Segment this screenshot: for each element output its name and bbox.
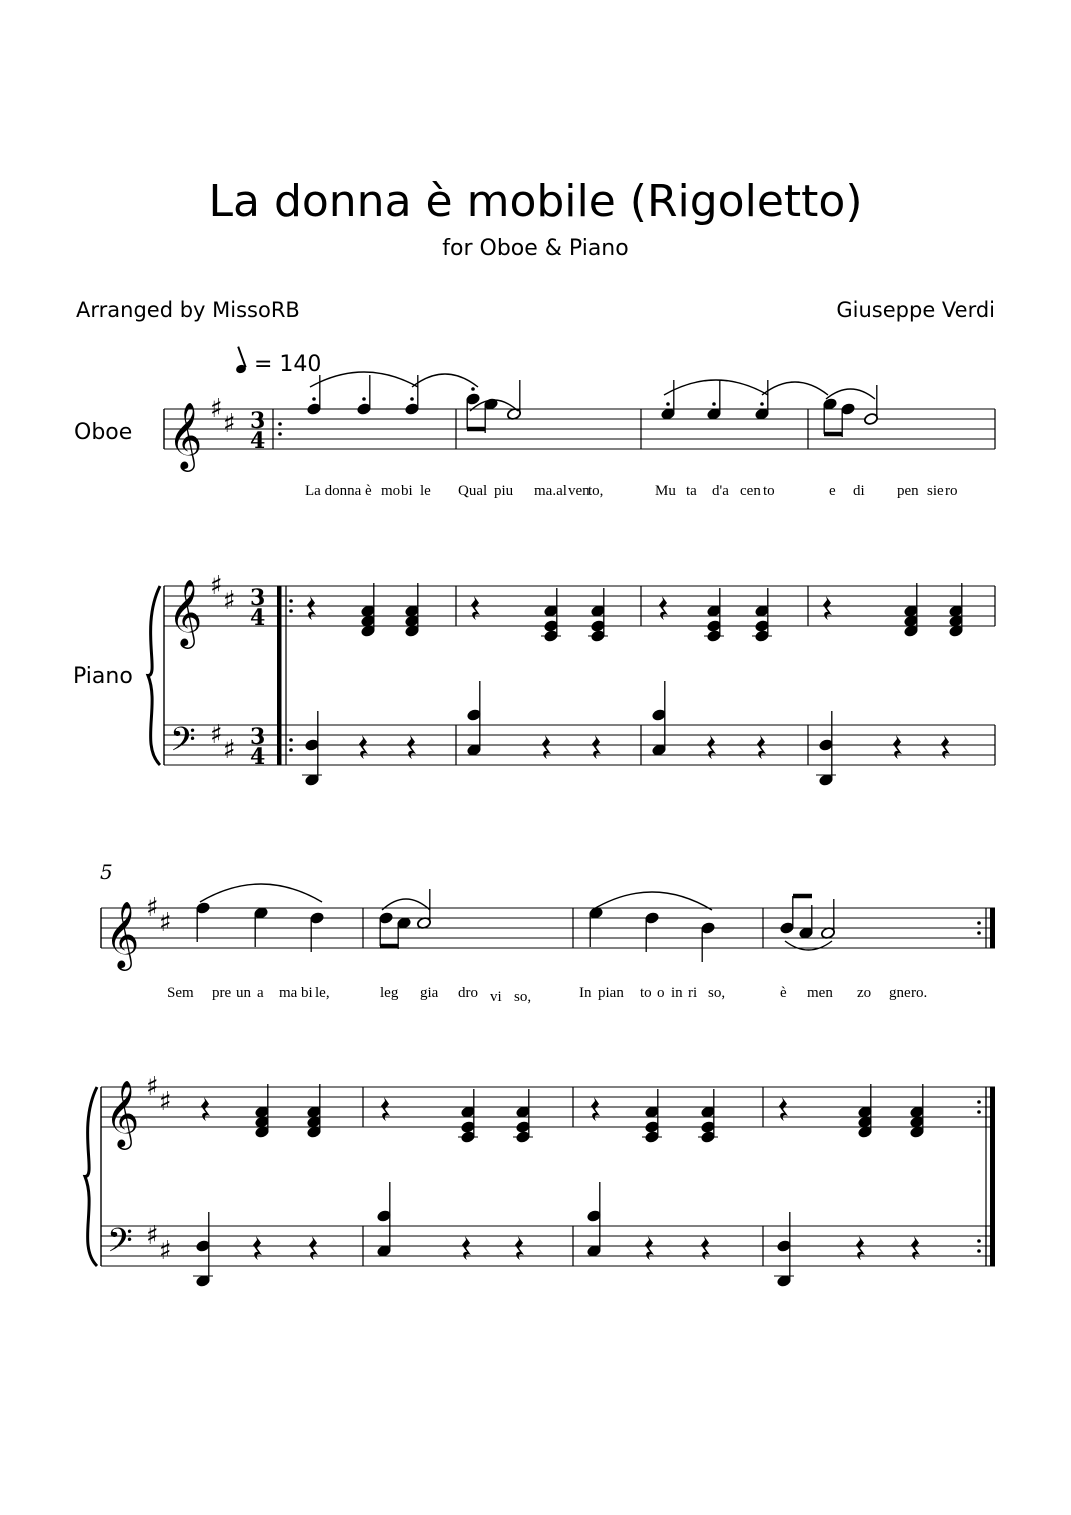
treble-clef-icon: 𝄞 [168, 401, 203, 469]
instrument-label-oboe: Oboe [74, 420, 133, 445]
lyric-syllable: le, [315, 985, 330, 1001]
lyric-syllable: so, [708, 985, 726, 1001]
staccato-dot [278, 432, 282, 436]
staccato-dot [977, 931, 981, 935]
staccato-dot [666, 402, 670, 406]
lyric-syllable: La donna è [305, 483, 372, 499]
staccato-dot [289, 599, 293, 603]
lyric-syllable: e [829, 483, 836, 499]
lyric-syllable: ven [568, 483, 590, 499]
lyric-syllable: le [420, 483, 431, 499]
staccato-dot [289, 609, 293, 613]
sharp-icon: ♯ [223, 409, 236, 439]
lyric-syllable: to, [588, 483, 604, 499]
staccato-dot [362, 397, 366, 401]
staccato-dot [977, 1239, 981, 1243]
staccato-dot [410, 397, 414, 401]
sharp-icon: ♯ [146, 893, 159, 923]
lyric-syllable: In [579, 985, 592, 1001]
lyric-syllable: mo [381, 483, 401, 499]
slurs [200, 372, 875, 950]
lyric-syllable: Qual [458, 483, 488, 499]
slur [762, 382, 828, 395]
clefs-and-signatures [105, 394, 265, 1268]
lyric-syllable: in [671, 985, 683, 1001]
final-barline [990, 1087, 995, 1266]
lyric-syllable: bi [401, 483, 413, 499]
time-signature-denominator: 4 [250, 605, 266, 631]
sharp-icon: ♯ [223, 735, 236, 765]
staccato-dot [289, 738, 293, 742]
sharp-icon: ♯ [210, 571, 223, 601]
lyric-syllable: to [640, 985, 652, 1001]
slur [826, 389, 875, 399]
staccato-dot [977, 1100, 981, 1104]
time-signature-denominator: 4 [250, 744, 266, 770]
notes [193, 375, 981, 1287]
page-title: La donna è mobile (Rigoletto) [208, 176, 863, 227]
bass-clef-icon: 𝄢 [107, 1222, 133, 1268]
staccato-dot [977, 1249, 981, 1253]
instrument-label-piano: Piano [73, 664, 133, 689]
lyric-syllable: ma [279, 985, 298, 1001]
lyric-syllable: ro. [911, 985, 928, 1001]
lyric-syllable: d'a [712, 483, 729, 499]
lyric-syllable: ri [688, 985, 698, 1001]
composer-credit: Giuseppe Verdi [836, 298, 995, 322]
slur [785, 941, 832, 950]
staff-lines [101, 409, 995, 1266]
lyric-syllable: o [657, 985, 665, 1001]
staccato-dot [977, 921, 981, 925]
measure-number: 5 [100, 860, 113, 884]
lyric-syllable: leg [380, 985, 399, 1001]
lyric-syllable: Sem [167, 985, 194, 1001]
lyric-syllable: ma.al [534, 483, 567, 499]
lyric-syllable: to [763, 483, 775, 499]
lyric-syllable: dro [458, 985, 478, 1001]
arranger-credit: Arranged by MissoRB [76, 298, 300, 322]
lyric-syllable: di [853, 483, 865, 499]
lyric-syllable: a [257, 985, 264, 1001]
slur [200, 884, 322, 902]
sharp-icon: ♯ [146, 1221, 159, 1251]
treble-clef-icon: 𝄞 [168, 578, 203, 646]
lyric-syllable: gia [420, 985, 439, 1001]
lyric-syllable: ro [945, 483, 958, 499]
staccato-dot [471, 387, 475, 391]
lyric-syllable: pen [897, 483, 919, 499]
sharp-icon: ♯ [223, 586, 236, 616]
staccato-dot [289, 748, 293, 752]
lyric-syllable: zo [857, 985, 872, 1001]
lyric-syllable: so, [514, 989, 532, 1005]
repeat-thick-barline [277, 586, 282, 765]
tempo-value: = 140 [254, 352, 322, 377]
sharp-icon: ♯ [159, 1236, 172, 1266]
lyric-syllable: cen [740, 483, 761, 499]
slur [592, 892, 712, 910]
time-signature-numerator: 3 [250, 724, 266, 750]
lyric-syllable: piu [494, 483, 514, 499]
lyric-syllable: sie [927, 483, 944, 499]
slur [664, 380, 768, 395]
sharp-icon: ♯ [146, 1072, 159, 1102]
staccato-dot [760, 402, 764, 406]
time-signature-numerator: 3 [250, 585, 266, 611]
slur [412, 374, 478, 387]
lyric-syllable: Mu [655, 483, 676, 499]
page-subtitle: for Oboe & Piano [442, 236, 629, 261]
staccato-dot [312, 397, 316, 401]
lyric-syllable: men [807, 985, 833, 1001]
final-barline [990, 908, 995, 948]
staccato-dot [977, 1110, 981, 1114]
bass-clef-icon: 𝄢 [170, 721, 196, 767]
time-signature-denominator: 4 [250, 428, 266, 454]
slur [310, 372, 418, 387]
staccato-dot [278, 422, 282, 426]
treble-clef-icon: 𝄞 [105, 900, 140, 968]
lyric-syllable: ta [686, 483, 697, 499]
lyric-syllable: vi [490, 989, 502, 1005]
lyric-syllable: un [236, 985, 251, 1001]
sharp-icon: ♯ [210, 720, 223, 750]
lyric-syllable: gne [889, 985, 911, 1001]
barlines [101, 409, 995, 1266]
time-signature-numerator: 3 [250, 408, 266, 434]
treble-clef-icon: 𝄞 [105, 1079, 140, 1147]
sharp-icon: ♯ [159, 1087, 172, 1117]
brace-icon [85, 1087, 97, 1266]
sharp-icon: ♯ [210, 394, 223, 424]
brace-icon [148, 586, 160, 765]
sharp-icon: ♯ [159, 908, 172, 938]
lyric-syllable: è [780, 985, 787, 1001]
lyric-syllable: pian [598, 985, 624, 1001]
staccato-dot [712, 402, 716, 406]
lyric-syllable: bi [301, 985, 313, 1001]
lyric-syllable: pre [212, 985, 232, 1001]
